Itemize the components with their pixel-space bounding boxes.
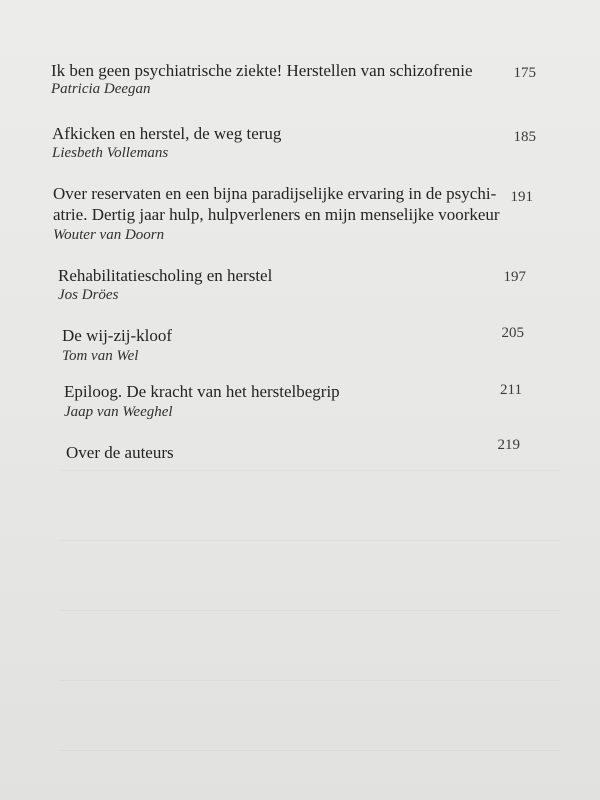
toc-entry-title: Afkicken en herstel, de weg terug [52,124,282,143]
toc-entry-title: Rehabilitatiescholing en herstel [58,266,273,285]
toc-entry-page-number: 205 [501,325,524,341]
toc-entry-page-number: 175 [513,65,536,81]
toc-entry-author: Wouter van Doorn [53,227,165,243]
toc-entry-page-number: 197 [503,269,526,285]
toc-entry-author: Patricia Deegan [51,81,151,97]
toc-entry-page-number: 219 [497,437,520,453]
toc-entry-author: Jaap van Weeghel [64,404,173,420]
toc-entry-page-number: 185 [513,129,536,145]
toc-entry-author: Tom van Wel [62,348,139,364]
toc-entry-title: Epiloog. De kracht van het herstelbegrip [64,382,340,401]
toc-entry-title-line-1: Over reservaten en een bijna paradijselijke ervaring in de psychi- [53,184,497,203]
toc-entry-page-number: 211 [500,382,522,398]
toc-entry-page-number: 191 [510,189,533,205]
toc-entry-author: Liesbeth Vollemans [52,145,169,161]
toc-entry-title: Ik ben geen psychiatrische ziekte! Herstellen van schizofrenie [51,61,473,80]
toc-entry-author: Jos Dröes [58,287,119,303]
toc-entry-title: De wij-zij-kloof [62,326,172,345]
toc-entry-title: Over de auteurs [66,443,174,462]
toc-entry-title-line-2: atrie. Dertig jaar hulp, hulpverleners en mijn menselijke voorkeur [53,205,500,224]
